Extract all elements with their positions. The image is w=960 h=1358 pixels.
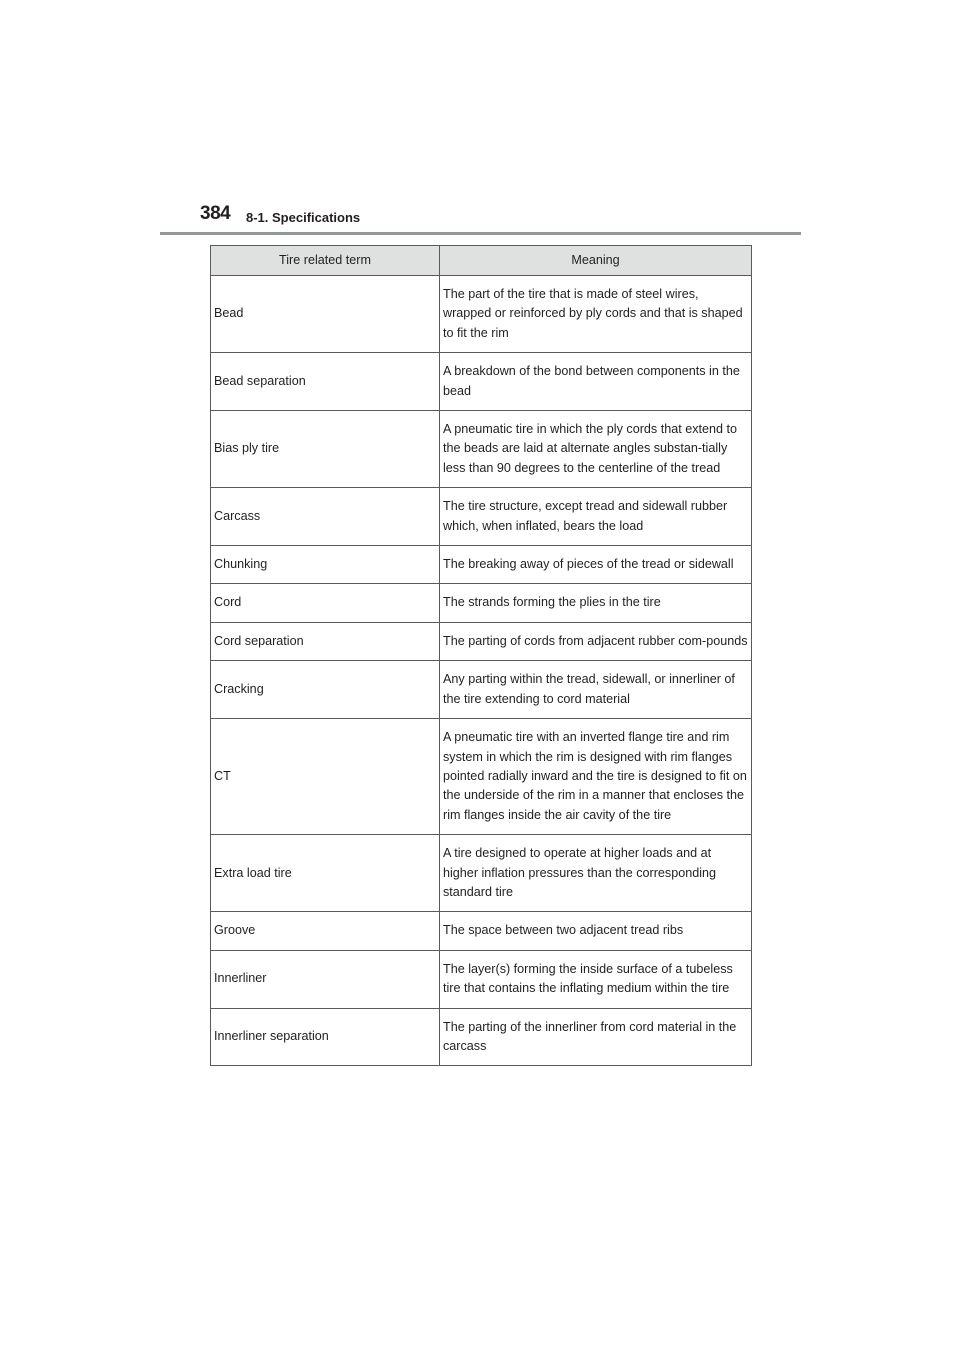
table-row <box>211 276 752 353</box>
meaning-cell: The breaking away of pieces of the tread or sidewall <box>440 546 752 584</box>
table-row <box>211 661 752 719</box>
table-row <box>211 622 752 660</box>
term-cell: Bead <box>211 276 440 353</box>
meaning-cell: A breakdown of the bond between components in the bead <box>440 353 752 411</box>
term-cell: Groove <box>211 912 440 950</box>
tire-terms-table <box>210 245 752 1066</box>
meaning-cell: The space between two adjacent tread ribs <box>440 912 752 950</box>
meaning-cell: A tire designed to operate at higher loads and at higher inflation pressures than the corresponding standard tire <box>440 835 752 912</box>
table-row <box>211 353 752 411</box>
term-cell: Innerliner separation <box>211 1008 440 1066</box>
term-cell: Innerliner <box>211 950 440 1008</box>
table-row <box>211 411 752 488</box>
meaning-cell: The strands forming the plies in the tire <box>440 584 752 622</box>
table-row <box>211 1008 752 1066</box>
meaning-cell: The layer(s) forming the inside surface of a tubeless tire that contains the inflating medium within the tire <box>440 950 752 1008</box>
table-row <box>211 950 752 1008</box>
term-cell: Bead separation <box>211 353 440 411</box>
term-cell: Cord separation <box>211 622 440 660</box>
page-number: 384 <box>200 203 231 224</box>
term-cell: Carcass <box>211 488 440 546</box>
meaning-cell: A pneumatic tire in which the ply cords that extend to the beads are laid at alternate angles substan-tially less than 90 degrees to the centerline of the tread <box>440 411 752 488</box>
table-row <box>211 488 752 546</box>
table-row <box>211 719 752 835</box>
table-row <box>211 546 752 584</box>
page-header <box>200 203 800 233</box>
table-header-row <box>211 246 752 276</box>
meaning-cell: The tire structure, except tread and sidewall rubber which, when inflated, bears the load <box>440 488 752 546</box>
column-header-meaning: Meaning <box>440 246 752 276</box>
term-cell: Cord <box>211 584 440 622</box>
meaning-cell: The part of the tire that is made of steel wires, wrapped or reinforced by ply cords and that is shaped to fit the rim <box>440 276 752 353</box>
term-cell: CT <box>211 719 440 835</box>
table-row <box>211 835 752 912</box>
section-title: 8-1. Specifications <box>246 210 361 225</box>
table-row <box>211 584 752 622</box>
meaning-cell: A pneumatic tire with an inverted flange tire and rim system in which the rim is designed with rim flanges pointed radially inward and the tire is designed to fit on the underside of the rim in a manner that encloses the rim flanges inside the air cavity of the tire <box>440 719 752 835</box>
table-row <box>211 912 752 950</box>
term-cell: Chunking <box>211 546 440 584</box>
term-cell: Bias ply tire <box>211 411 440 488</box>
meaning-cell: The parting of cords from adjacent rubber com-pounds <box>440 622 752 660</box>
term-cell: Cracking <box>211 661 440 719</box>
meaning-cell: Any parting within the tread, sidewall, or innerliner of the tire extending to cord material <box>440 661 752 719</box>
column-header-term: Tire related term <box>211 246 440 276</box>
term-cell: Extra load tire <box>211 835 440 912</box>
meaning-cell: The parting of the innerliner from cord material in the carcass <box>440 1008 752 1066</box>
header-divider <box>160 232 801 235</box>
